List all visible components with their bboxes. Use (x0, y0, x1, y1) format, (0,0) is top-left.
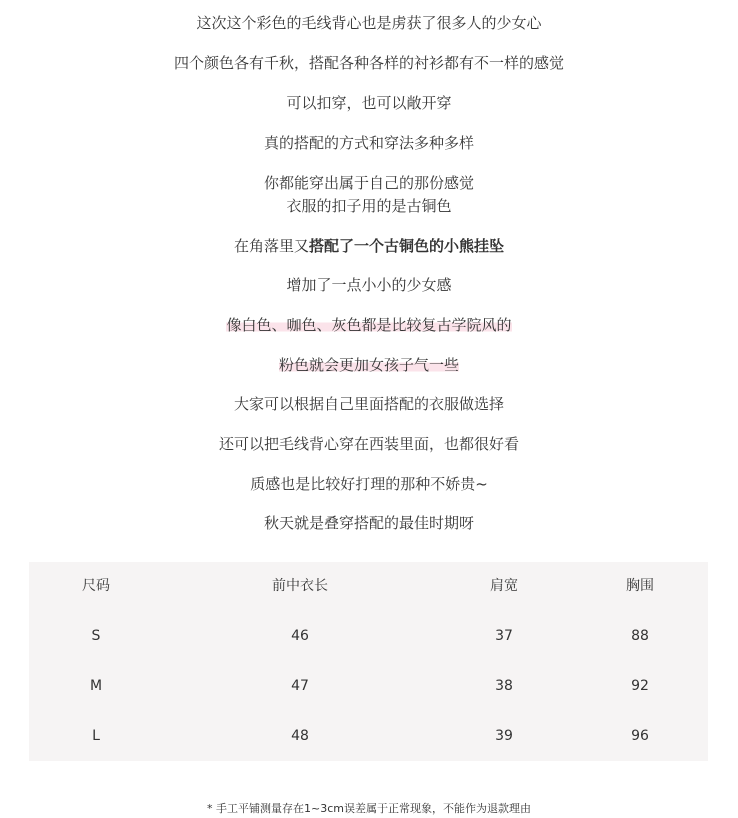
table-header-size: 尺码 (82, 578, 110, 594)
measurement-disclaimer: * 手工平铺测量存在1~3cm误差属于正常现象，不能作为退款理由 (207, 802, 531, 815)
table-cell-size: L (92, 728, 100, 744)
table-cell-size: M (89, 678, 103, 694)
description-line-highlighted (0, 355, 738, 375)
highlighted-text: 粉色就会更加女孩子气一些 (278, 356, 459, 374)
table-cell-front-length: 46 (291, 628, 309, 644)
size-chart-table (29, 562, 708, 761)
description-line-highlighted (0, 315, 738, 335)
table-cell-shoulder-width: 38 (495, 678, 513, 694)
table-cell-front-length: 48 (291, 728, 309, 744)
description-line: 质感也是比较好打理的那种不娇贵~ (250, 475, 488, 493)
description-line: 大家可以根据自己里面搭配的衣服做选择 (233, 395, 504, 413)
description-line: 这次这个彩色的毛线背心也是虏获了很多人的少女心 (196, 14, 542, 32)
table-cell-front-length: 47 (291, 678, 309, 694)
description-line: 可以扣穿，也可以敞开穿 (286, 94, 452, 112)
description-line: 秋天就是叠穿搭配的最佳时期呀 (263, 514, 474, 532)
table-cell-chest: 96 (631, 728, 649, 744)
description-line: 四个颜色各有千秋，搭配各种各样的衬衫都有不一样的感觉 (173, 54, 564, 72)
description-bold-text: 搭配了一个古铜色的小熊挂坠 (309, 237, 505, 255)
table-cell-shoulder-width: 39 (495, 728, 513, 744)
description-line: 衣服的扣子用的是古铜色 (286, 197, 452, 215)
description-line: 真的搭配的方式和穿法多种多样 (263, 134, 474, 152)
highlighted-text: 像白色、咖色、灰色都是比较复古学院风的 (226, 316, 512, 334)
description-line: 增加了一点小小的少女感 (286, 276, 452, 294)
table-cell-chest: 92 (631, 678, 649, 694)
table-header-front-length: 前中衣长 (272, 578, 328, 594)
description-line: 还可以把毛线背心穿在西装里面，也都很好看 (218, 435, 519, 453)
table-header-chest: 胸围 (626, 578, 654, 594)
table-cell-chest: 88 (631, 628, 649, 644)
description-prefix: 在角落里又 (233, 237, 309, 255)
description-line-emphasis (0, 236, 738, 256)
table-cell-size: S (91, 628, 101, 644)
table-header-shoulder-width: 肩宽 (490, 578, 518, 594)
description-line: 你都能穿出属于自己的那份感觉 (263, 174, 474, 192)
table-cell-shoulder-width: 37 (495, 628, 513, 644)
